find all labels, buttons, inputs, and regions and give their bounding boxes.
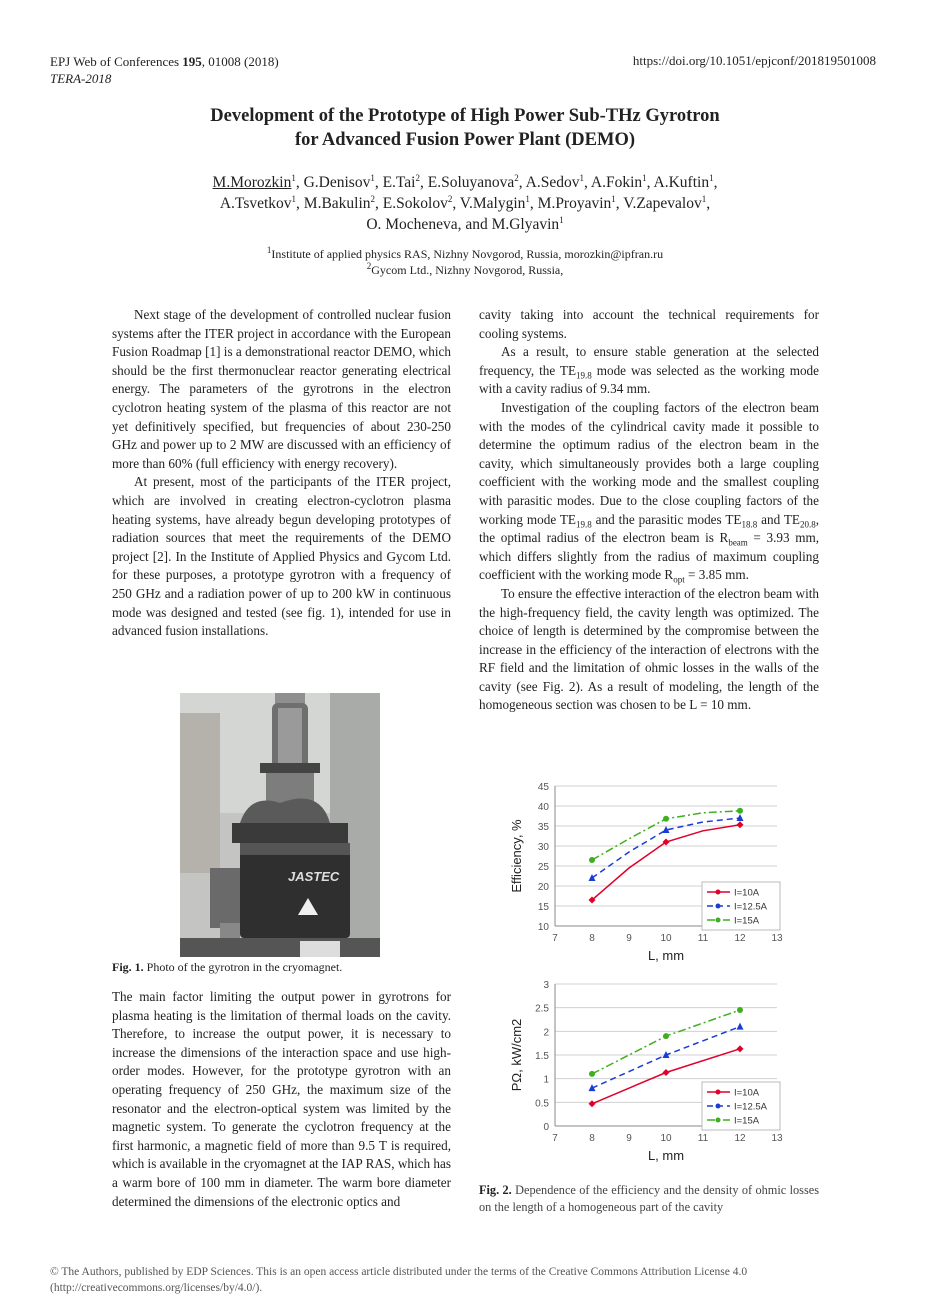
legend-marker: [716, 1118, 721, 1123]
y-tick-label: 1.5: [535, 1051, 549, 1062]
x-tick-label: 10: [660, 933, 672, 944]
title-line-2: for Advanced Fusion Power Plant (DEMO): [294, 130, 636, 150]
left-column-top: [112, 306, 451, 641]
journal-volume: 195: [182, 54, 202, 69]
legend-label: I=12.5A: [734, 901, 768, 913]
legend-marker: [716, 1104, 721, 1109]
legend-label: I=10A: [734, 887, 760, 899]
photo-label: JASTEC: [288, 869, 340, 884]
y-axis-label: PΩ, kW/cm2: [509, 1018, 524, 1092]
data-point: [737, 814, 744, 821]
paper-title: [0, 104, 930, 152]
y-tick-label: 2: [543, 1027, 549, 1039]
affiliation-1: Institute of applied physics RAS, Nizhny Novgorod, Russia, morozkin@ipfran.ru: [271, 247, 664, 261]
license-footer: © The Authors, published by EDP Sciences. This is an open access article distributed under the terms of the Creative Commons Attribution License 4.0 (http://creativecommons.org/licenses/by/4.0/).: [50, 1266, 748, 1294]
left-column-bottom: [112, 988, 451, 1211]
y-tick-label: 10: [537, 922, 549, 933]
data-point: [737, 821, 744, 828]
author-list: M.Morozkin$^1$, G.Denisov$^1$, E.Tai$^2$, E.Soluyanova$^2$, A.Sedov$^1$, A.Fokin$^1$, A.Kuftin$^1$, A.Tsvetkov$^1$, M.Bakulin$^2$, E.Sokolov$^2$, V.Malygin$^1$, M.Proyavin$^1$, V.Zapevalov$^1$, O. Mocheneva, and M.Glyavin$^1$: [212, 172, 718, 233]
x-tick-label: 7: [552, 1133, 558, 1144]
data-point: [737, 808, 743, 814]
data-point: [589, 1100, 596, 1107]
paragraph-7: To ensure the effective interaction of the electron beam with the high-frequency field, the cavity length was optimized. The choice of length is determined by the compromise between the increase in the efficiency of the interaction of electrons with the RF field and the limitation of ohmic losses in the walls of the cavity (see Fig. 2). As a result of modeling, the length of the homogeneous section was chosen to be L = 10 mm.: [479, 585, 819, 713]
x-tick-label: 13: [771, 1133, 783, 1144]
paragraph-5: As a result, to ensure stable generation at the selected frequency, the $TE_{19.8}$ mode was selected as the working mode with a cavity radius of 9.34 mm.: [479, 344, 819, 397]
legend-label: I=15A: [734, 1115, 760, 1127]
x-axis-label: L, mm: [647, 1148, 685, 1163]
x-tick-label: 10: [660, 1133, 672, 1144]
title-line-1: Development of the Prototype of High Power Sub-THz Gyrotron: [210, 106, 720, 126]
x-axis-label: L, mm: [647, 948, 685, 963]
affiliations: $^1$Institute of applied physics RAS, Nizhny Novgorod, Russia, morozkin@ipfran.ru $^2$Gycom Ltd., Nizhny Novgorod, Russia,: [266, 245, 664, 277]
efficiency-chart: [497, 778, 817, 968]
y-tick-label: 25: [537, 862, 549, 873]
paragraph-2: At present, most of the participants of the ITER project, which are involved in creating electron-cyclotron plasma heating systems, have already begun developing prototypes of radiation sources that meet the requirements of the DEMO project [2]. In the Institute of Applied Physics and Gycom Ltd. for these purposes, a prototype gyrotron with a frequency of 250 GHz and a radiation power of up to 200 kW in continuous mode was designed and tested (see fig. 1), intended for use in advanced fusion installations.: [112, 474, 451, 639]
running-header: [50, 53, 279, 87]
data-point: [737, 1045, 744, 1052]
ohmic-loss-chart: [497, 978, 817, 1172]
paragraph-6: Investigation of the coupling factors of the electron beam with the modes of the cylindrical cavity made it possible to determine the optimum radius of the electron beam in the cavity, which simultaneously provides both a large coupling coefficient with the working mode and the smallest coupling with parasitic modes. Due to the close coupling factors of the working mode $TE_{19.8}$ and the parasitic modes $TE_{18.8}$ and $TE_{20.8}$, the optimal radius of the electron beam is $R_{beam} = 3.93$ mm, which differs slightly from the radius of maximum coupling coefficient with the working mode $R_{opt} = 3.85$ mm.: [479, 399, 820, 585]
y-tick-label: 30: [537, 842, 549, 853]
series-line: [592, 1010, 740, 1074]
legend-marker: [716, 904, 721, 909]
x-tick-label: 9: [626, 933, 632, 944]
x-tick-label: 11: [697, 933, 709, 944]
right-column: [479, 306, 819, 715]
paragraph-3: The main factor limiting the output power in gyrotrons for plasma heating is the limitation of thermal loads on the cavity. Therefore, to increase the output power, it is necessary to increase the dimensions of the interaction space and use high-order modes. However, for the prototype gyrotron with an operating frequency of 250 GHz, the maximum size of the resonator and the electron-optical system was limited by the magnetic system. To generate the cyclotron frequency at the first harmonic, a magnetic field of more than 9.5 T is required, which is available in the cryomagnet at the IAP RAS, which has a warm bore of 100 mm in diameter. The warm bore diameter determined the dimensions of the electronic optics and: [112, 989, 451, 1209]
conference-name: TERA-2018: [50, 71, 112, 86]
data-point: [737, 1023, 744, 1030]
data-point: [663, 1033, 669, 1039]
legend-marker: [716, 890, 721, 895]
y-tick-label: 0.5: [535, 1098, 549, 1110]
data-point: [737, 1007, 743, 1013]
x-tick-label: 12: [734, 1133, 746, 1144]
figure-2-caption: [479, 1182, 819, 1215]
y-tick-label: 1: [543, 1074, 549, 1086]
figure-2-caption-text: Dependence of the efficiency and the density of ohmic losses on the length of a homogeneous part of the cavity: [479, 1183, 819, 1214]
paragraph-1: Next stage of the development of controlled nuclear fusion systems after the ITER project in accordance with the European Fusion Roadmap [1] is a demonstrational reactor DEMO, which should be the first thermonuclear reactor generating electrical energy. The parameters of the gyrotrons in the electron cyclotron heating system of the plasma of this reactor are not yet definitively specified, but frequencies of about 230-250 GHz and power up to 2 MW are discussed with an efficiency of more than 60% (full efficiency with energy recovery).: [112, 307, 451, 471]
journal-name: EPJ Web of Conferences: [50, 54, 183, 69]
data-point: [589, 1071, 595, 1077]
y-tick-label: 2.5: [535, 1003, 549, 1015]
legend-label: I=12.5A: [734, 1101, 768, 1113]
legend-label: I=15A: [734, 915, 760, 927]
figure-1-caption-text: Photo of the gyrotron in the cryomagnet.: [143, 960, 343, 974]
y-tick-label: 35: [537, 822, 549, 833]
data-point: [589, 874, 596, 881]
gyrotron-photo: [180, 693, 380, 957]
article-number: , 01008 (2018): [201, 54, 279, 69]
y-tick-label: 3: [543, 980, 549, 991]
x-tick-label: 11: [697, 1133, 709, 1144]
data-point: [589, 857, 595, 863]
legend-label: I=10A: [734, 1087, 760, 1099]
x-tick-label: 8: [589, 933, 595, 944]
paragraph-4: cavity taking into account the technical requirements for cooling systems.: [479, 307, 819, 341]
x-tick-label: 9: [626, 1133, 632, 1144]
x-tick-label: 13: [771, 933, 783, 944]
y-tick-label: 15: [537, 902, 549, 913]
legend-marker: [716, 1090, 721, 1095]
y-axis-label: Efficiency, %: [509, 819, 524, 893]
affiliation-2: Gycom Ltd., Nizhny Novgorod, Russia,: [371, 263, 564, 277]
figure-2-label: Fig. 2.: [479, 1183, 512, 1197]
figure-1-caption: [112, 960, 342, 975]
x-tick-label: 7: [552, 933, 558, 944]
x-tick-label: 8: [589, 1133, 595, 1144]
figure-1-label: Fig. 1.: [112, 960, 144, 974]
y-tick-label: 45: [537, 782, 549, 793]
y-tick-label: 20: [537, 882, 549, 893]
x-tick-label: 12: [734, 933, 746, 944]
data-point: [663, 816, 669, 822]
y-tick-label: 0: [543, 1122, 549, 1133]
legend-marker: [716, 918, 721, 923]
data-point: [663, 1069, 670, 1076]
y-tick-label: 40: [537, 802, 549, 813]
doi-link[interactable]: https://doi.org/10.1051/epjconf/201819501008: [632, 53, 876, 68]
